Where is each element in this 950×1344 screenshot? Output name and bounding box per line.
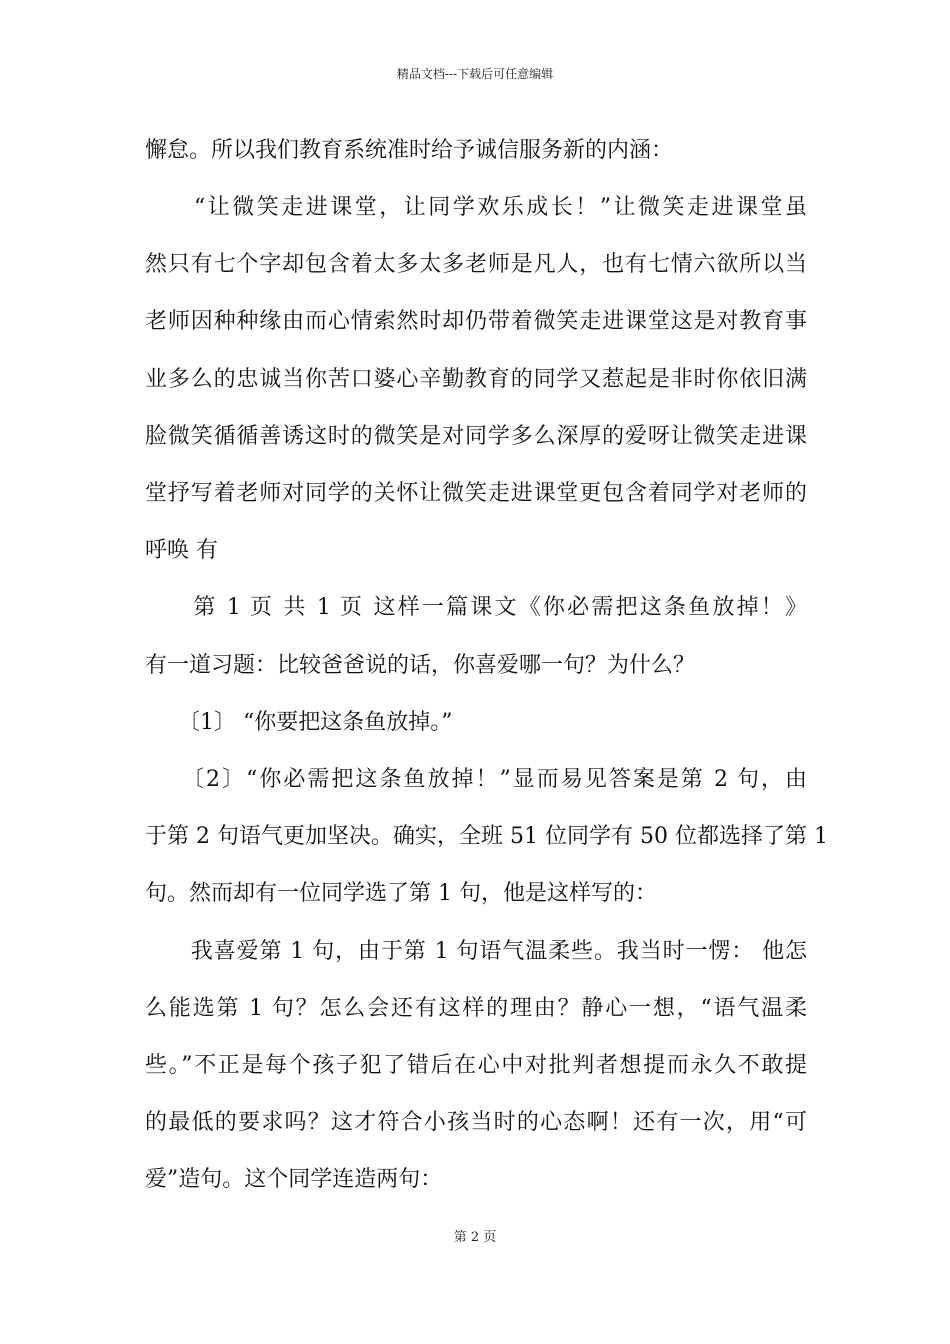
- page-number: 第 2 页: [453, 1230, 497, 1245]
- text-line: 么能选第 1 句？怎么会还有这样的理由？静心一想，“语气温柔: [145, 996, 807, 1021]
- page-header: 精品文档---下载后可任意编辑: [396, 67, 554, 81]
- text-line: 〔1〕 “你要把这条鱼放掉。”: [145, 710, 453, 735]
- text-line: 〔2〕“你必需把这条鱼放掉！”显而易见答案是第 2 句，由: [145, 767, 807, 792]
- text-line: 脸微笑循循善诱这时的微笑是对同学多么深厚的爱呀让微笑走进课: [145, 424, 807, 449]
- text-line: 于第 2 句语气更加坚决。确实，全班 51 位同学有 50 位都选择了第 1: [145, 824, 828, 849]
- text-line: 懈怠。所以我们教育系统准时给予诚信服务新的内涵：: [145, 138, 674, 163]
- text-line: “让微笑走进课堂，让同学欢乐成长！”让微笑走进课堂虽: [145, 195, 807, 220]
- text-line: 爱”造句。这个同学连造两句：: [145, 1167, 443, 1192]
- text-line: 第 1 页 共 1 页 这样一篇课文《你必需把这条鱼放掉！》: [145, 595, 807, 620]
- text-line: 的最低的要求吗？这才符合小孩当时的心态啊！还有一次，用“可: [145, 1110, 807, 1135]
- text-line: 堂抒写着老师对同学的关怀让微笑走进课堂更包含着同学对老师的: [145, 481, 807, 506]
- text-line: 业多么的忠诚当你苦口婆心辛勤教育的同学又惹起是非时你依旧满: [145, 367, 807, 392]
- text-line: 有一道习题：比较爸爸说的话，你喜爱哪一句？为什么？: [145, 653, 696, 678]
- text-line: 我喜爱第 1 句，由于第 1 句语气温柔些。我当时一愣： 他怎: [145, 939, 807, 964]
- text-line: 呼唤 有: [145, 538, 218, 563]
- text-line: 然只有七个字却包含着太多太多老师是凡人，也有七情六欲所以当: [145, 252, 807, 277]
- text-line: 些。”不正是每个孩子犯了错后在心中对批判者想提而永久不敢提: [145, 1053, 807, 1078]
- text-line: 句。然而却有一位同学选了第 1 句，他是这样写的：: [145, 881, 657, 906]
- text-line: 老师因种种缘由而心情索然时却仍带着微笑走进课堂这是对教育事: [145, 309, 807, 334]
